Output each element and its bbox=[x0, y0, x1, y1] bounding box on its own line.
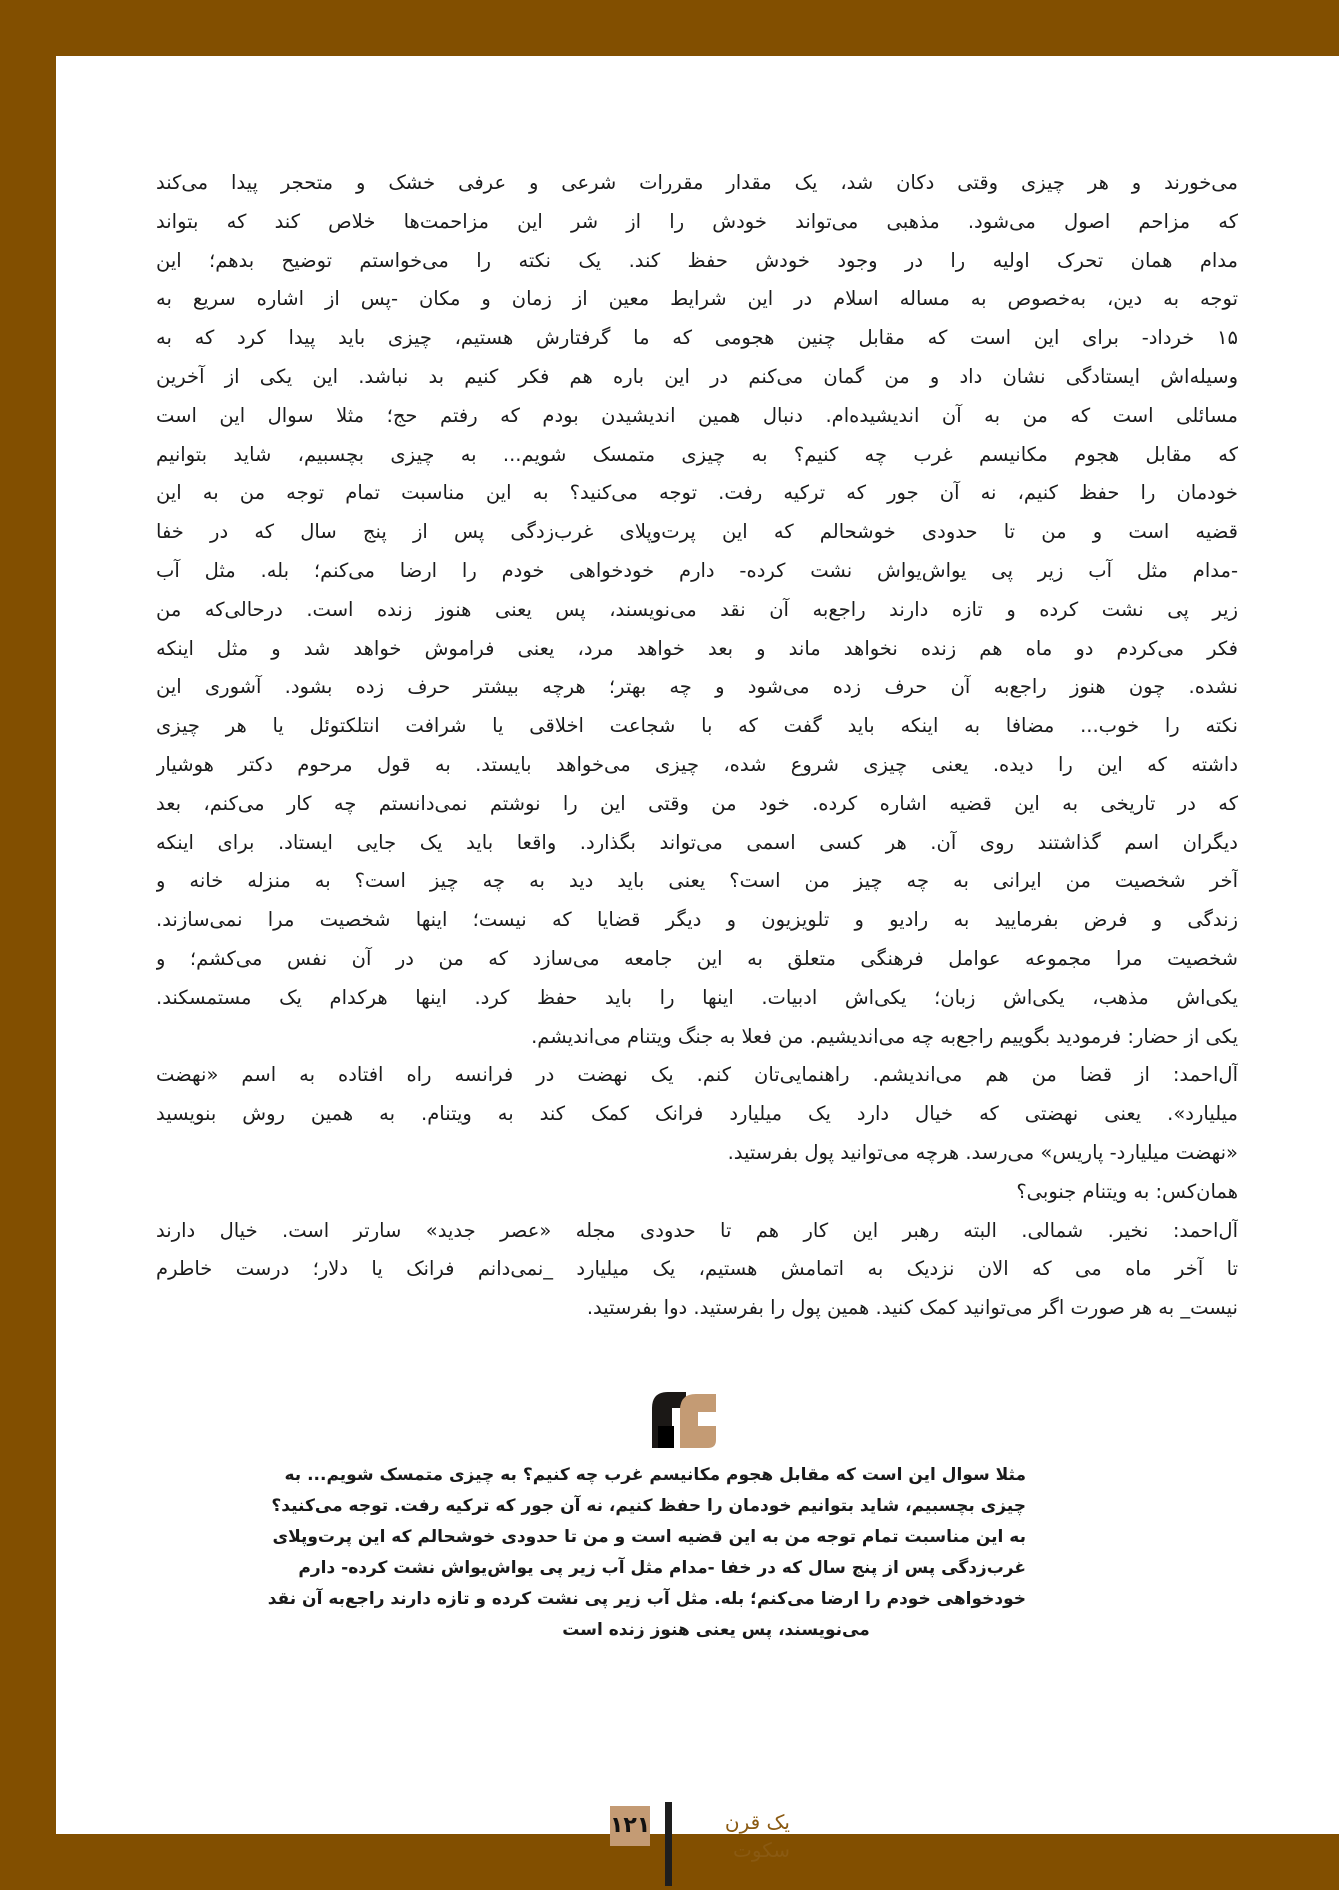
body-line: دیگران اسم گذاشتند روی آن. هر کسی اسمی می‌تواند بگذارد. واقعا باید یک جایی ایستاد. برای اینکه bbox=[156, 830, 1238, 854]
body-line: مدام همان تحرک اولیه را در وجود خودش حفظ کند. یک نکته را می‌خواستم توضیح بدهم؛ این bbox=[156, 248, 1238, 272]
pull-quote-line: به این مناسبت تمام توجه من به این قضیه است و من تا حدودی خوشحالم که این پرت‌وپلای bbox=[272, 1527, 1026, 1547]
body-line: نشده. چون هنوز راجع‌به آن حرف زده می‌شود و چه بهتر؛ هرچه بیشتر حرف زده بشود. آشوری این bbox=[156, 675, 1238, 699]
body-line: همان‌کس: به ویتنام جنوبی؟ bbox=[1016, 1179, 1238, 1203]
pull-quote-line: می‌نویسند، پس یعنی هنوز زنده است bbox=[562, 1620, 870, 1640]
body-line: -مدام مثل آب زیر پی یواش‌یواش نشت کرده- دارم خودخواهی خودم را ارضا می‌کنم؛ بله. مثل آب bbox=[156, 558, 1238, 582]
body-line: آخر شخصیت من ایرانی به چه چیز من است؟ یعنی باید دید به چه چیز است؟ به منزله خانه و bbox=[156, 869, 1238, 893]
body-text bbox=[156, 164, 1238, 1328]
body-line: تا آخر ماه می که الان نزدیک به اتمامش هستیم، یک میلیارد _نمی‌دانم فرانک یا دلار؛ درست خاطرم bbox=[156, 1257, 1238, 1281]
body-line: آل‌احمد: از قضا من هم می‌اندیشم. راهنمایی‌تان کنم. یک نهضت در فرانسه راه افتاده به اسم «نهضت bbox=[156, 1063, 1238, 1087]
body-line: شخصیت مرا مجموعه عوامل فرهنگی متعلق به این جامعه می‌سازد که من در آن نفس می‌کشم؛ و bbox=[156, 946, 1238, 970]
body-line: که مزاحم اصول می‌شود. مذهبی می‌تواند خودش را از شر این مزاحمت‌ها خلاص کند که بتواند bbox=[156, 209, 1238, 233]
book-title-line-2: سکوت bbox=[733, 1838, 790, 1862]
page-footer bbox=[56, 1750, 1339, 1862]
body-line: فکر می‌کردم دو ماه هم زنده نخواهد ماند و بعد خواهد مرد، یعنی فراموش خواهد شد و مثل اینکه bbox=[156, 636, 1238, 660]
body-line: وسیله‌اش ایستادگی نشان داد و من گمان می‌کنم در این باره هم فکر کنیم بد نباشد. این یکی از آخرین bbox=[156, 364, 1238, 388]
page-number: ۱۲۱ bbox=[610, 1806, 650, 1846]
pull-quote-line: غرب‌زدگی پس از پنج سال که در خفا -مدام مثل آب زیر پی یواش‌یواش نشت کرده- دارم bbox=[298, 1558, 1026, 1578]
quotation-mark-icon bbox=[650, 1390, 718, 1448]
body-line: نیست_ به هر صورت اگر می‌توانید کمک کنید. همین پول را بفرستید. دوا بفرستید. bbox=[586, 1296, 1238, 1320]
body-line: داشته که این را دیده. یعنی چیزی شروع شده، چیزی می‌خواهد بایستد. به قول مرحوم دکتر هوشیار bbox=[156, 752, 1238, 776]
pull-quote-line: مثلا سوال این است که مقابل هجوم مکانیسم غرب چه کنیم؟ به چیزی متمسک شویم... به bbox=[284, 1465, 1026, 1485]
body-line: که مقابل هجوم مکانیسم غرب چه کنیم؟ به چیزی متمسک شویم... به چیزی بچسبیم، شاید بتوانیم bbox=[156, 442, 1238, 466]
pull-quote bbox=[267, 1460, 1026, 1646]
body-line: که در تاریخی به این قضیه اشاره کرده. خود من وقتی این را نوشتم نمی‌دانستم چه کار می‌کنم، بعد bbox=[156, 791, 1238, 815]
body-line: قضیه است و من تا حدودی خوشحالم که این پرت‌وپلای غرب‌زدگی پس از پنج سال که در خفا bbox=[156, 520, 1238, 544]
body-line: «نهضت میلیارد- پاریس» می‌رسد. هرچه می‌توانید پول بفرستید. bbox=[727, 1140, 1238, 1164]
body-line: توجه به دین، به‌خصوص به مساله اسلام در این شرایط معین از زمان و مکان -پس از اشاره سریع به bbox=[156, 287, 1238, 311]
body-line: زیر پی نشت کرده و تازه دارند راجع‌به آن نقد می‌نویسند، پس یعنی هنوز زنده است. درحالی‌که من bbox=[156, 597, 1238, 621]
body-line: میلیارد». یعنی نهضتی که خیال دارد یک میلیارد فرانک کمک کند به ویتنام. به همین روش بنویسید bbox=[156, 1102, 1238, 1126]
body-line: می‌خورند و هر چیزی وقتی دکان شد، یک مقدار مقررات شرعی و عرفی خشک و متحجر پیدا می‌کند bbox=[156, 171, 1238, 194]
page bbox=[56, 56, 1339, 1862]
pull-quote-line: خودخواهی خودم را ارضا می‌کنم؛ بله. مثل آب زیر پی نشت کرده و تازه دارند راجع‌به آن نقد bbox=[267, 1589, 1026, 1609]
body-line: زندگی و فرض بفرمایید به رادیو و تلویزیون و دیگر قضایا که نیست؛ اینها شخصیت مرا نمی‌سازند. bbox=[156, 908, 1238, 932]
body-line: مسائلی است که من به آن اندیشیده‌ام. دنبال همین اندیشیدن بودم که رفتم حج؛ مثلا سوال این است bbox=[156, 403, 1238, 427]
body-line: آل‌احمد: نخیر. شمالی. البته رهبر این کار هم تا حدودی مجله «عصر جدید» سارتر است. خیال دارند bbox=[156, 1218, 1238, 1242]
footer-divider bbox=[665, 1802, 672, 1886]
body-line: یکی از حضار: فرمودید بگوییم راجع‌به چه می‌اندیشیم. من فعلا به جنگ ویتنام می‌اندیشم. bbox=[531, 1024, 1238, 1048]
pull-quote-line: چیزی بچسبیم، شاید بتوانیم خودمان را حفظ کنیم، نه آن جور که ترکیه رفت. توجه می‌کنید؟ bbox=[271, 1496, 1026, 1516]
book-title bbox=[680, 1808, 790, 1864]
body-line: یکی‌اش مذهب، یکی‌اش زبان؛ یکی‌اش ادبیات. اینها را باید حفظ کرد. اینها هرکدام یک مستمسکند. bbox=[156, 985, 1238, 1009]
book-title-line-1: یک قرن bbox=[724, 1810, 790, 1834]
body-line: خودمان را حفظ کنیم، نه آن جور که ترکیه رفت. توجه می‌کنید؟ به این مناسبت تمام توجه من به این bbox=[156, 481, 1238, 505]
body-line: ۱۵ خرداد- برای این است که مقابل چنین هجومی که ما گرفتارش هستیم، چیزی باید پیدا کرد که به bbox=[156, 326, 1238, 350]
body-line: نکته را خوب... مضافا به اینکه باید گفت که با شجاعت اخلاقی یا شرافت انتلکتوئل یا هر چیزی bbox=[156, 714, 1238, 738]
